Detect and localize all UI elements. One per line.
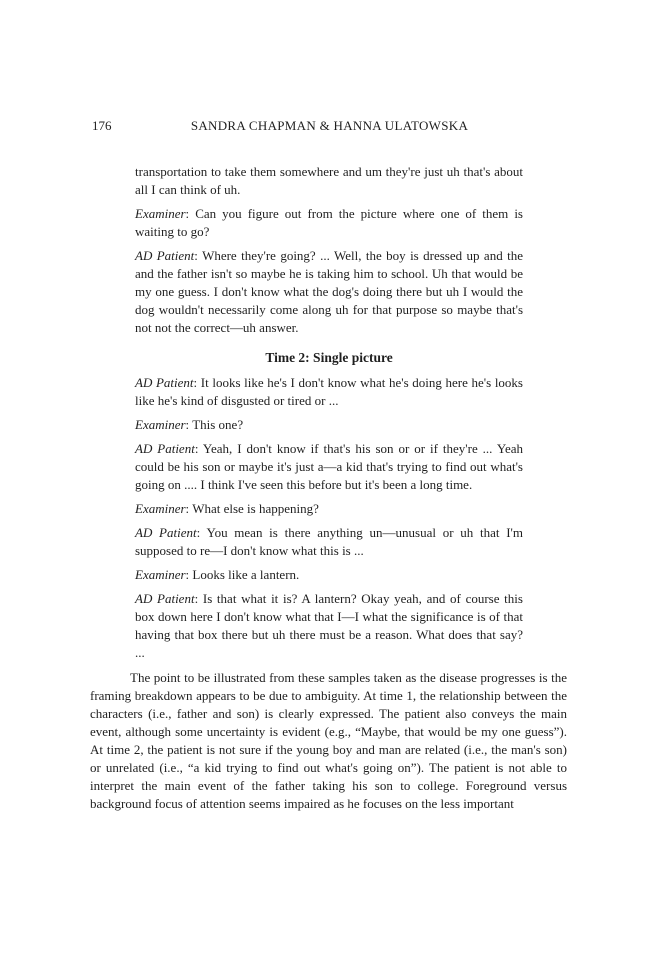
speaker-colon: : <box>185 417 193 432</box>
utterance-text: Is that what it is? A lantern? Okay yeah, and of course this box down here I don't know what that I—I what the significance is of that having that box there but uh there must be a reason. What does that say? ... <box>135 591 523 660</box>
transcript-block-time2 <box>135 374 523 662</box>
page-header <box>92 0 567 134</box>
utterance-text: Yeah, I don't know if that's his son or or if they're ... Yeah could be his son or maybe it's just a—a kid that's trying to find out what's going on .... I think I've seen this before but it's been a long time. <box>135 441 523 492</box>
speaker-label: AD Patient <box>135 525 197 540</box>
page-number: 176 <box>92 118 112 133</box>
speaker-label: Examiner <box>135 567 186 582</box>
utterance-examiner <box>135 416 523 434</box>
utterance-text: transportation to take them somewhere and um they're just uh that's about all I can think of uh. <box>135 164 523 197</box>
speaker-colon: : <box>185 501 193 516</box>
transcript-block-time1 <box>135 163 523 337</box>
utterance-text: It looks like he's I don't know what he's doing here he's looks like he's kind of disgusted or tired or ... <box>135 375 523 408</box>
speaker-colon: : <box>194 591 203 606</box>
utterance-text: This one? <box>192 417 244 432</box>
speaker-colon: : <box>196 525 207 540</box>
utterance-text: Where they're going? ... Well, the boy is dressed up and the and the father isn't so maybe he is taking him to school. Uh that would be my one guess. I don't know what the dog's doing there but uh I would the dog wouldn't necessarily come along uh for that purpose so maybe that's not not the correct—uh answer. <box>135 248 523 335</box>
speaker-colon: : <box>194 248 203 263</box>
utterance-ad-patient <box>135 374 523 410</box>
speaker-label: Examiner <box>135 417 186 432</box>
utterance-ad-patient <box>135 524 523 560</box>
utterance-examiner <box>135 566 523 584</box>
utterance-ad-patient <box>135 440 523 494</box>
utterance-examiner <box>135 500 523 518</box>
utterance-text: Can you figure out from the picture where one of them is waiting to go? <box>135 206 523 239</box>
utterance-text: What else is happening? <box>192 501 319 516</box>
running-head: SANDRA CHAPMAN & HANNA ULATOWSKA <box>190 118 469 133</box>
speaker-label: Examiner <box>135 206 186 221</box>
speaker-colon: : <box>193 375 201 390</box>
utterance-ad-patient <box>135 590 523 662</box>
utterance-text: Looks like a lantern. <box>192 567 300 582</box>
section-heading: Time 2: Single picture <box>265 350 393 365</box>
speaker-label: AD Patient <box>135 591 195 606</box>
speaker-colon: : <box>194 441 203 456</box>
speaker-label: AD Patient <box>135 441 195 456</box>
utterance-examiner <box>135 205 523 241</box>
utterance-continuation <box>135 163 523 199</box>
utterance-text: You mean is there anything un—unusual or uh that I'm supposed to re—I don't know what this is ... <box>135 525 523 558</box>
speaker-label: AD Patient <box>135 248 195 263</box>
speaker-colon: : <box>185 206 196 221</box>
closing-paragraph: The point to be illustrated from these samples taken as the disease progresses is the framing breakdown appears to be due to ambiguity. At time 1, the relationship between the characters (i.e., father and son) is clearly expressed. The patient also conveys the main event, although some uncertainty is evident (e.g., “Maybe, that would be my one guess”). At time 2, the patient is not sure if the young boy and man are related (i.e., the man's son) or unrelated (i.e., “a kid trying to find out what's going on”). The patient is not able to interpret the main event of the father taking his son to college. Foreground versus background focus of attention seems impaired as he focuses on the less important <box>90 670 567 811</box>
utterance-ad-patient <box>135 247 523 337</box>
speaker-colon: : <box>185 567 193 582</box>
speaker-label: Examiner <box>135 501 186 516</box>
speaker-label: AD Patient <box>135 375 194 390</box>
